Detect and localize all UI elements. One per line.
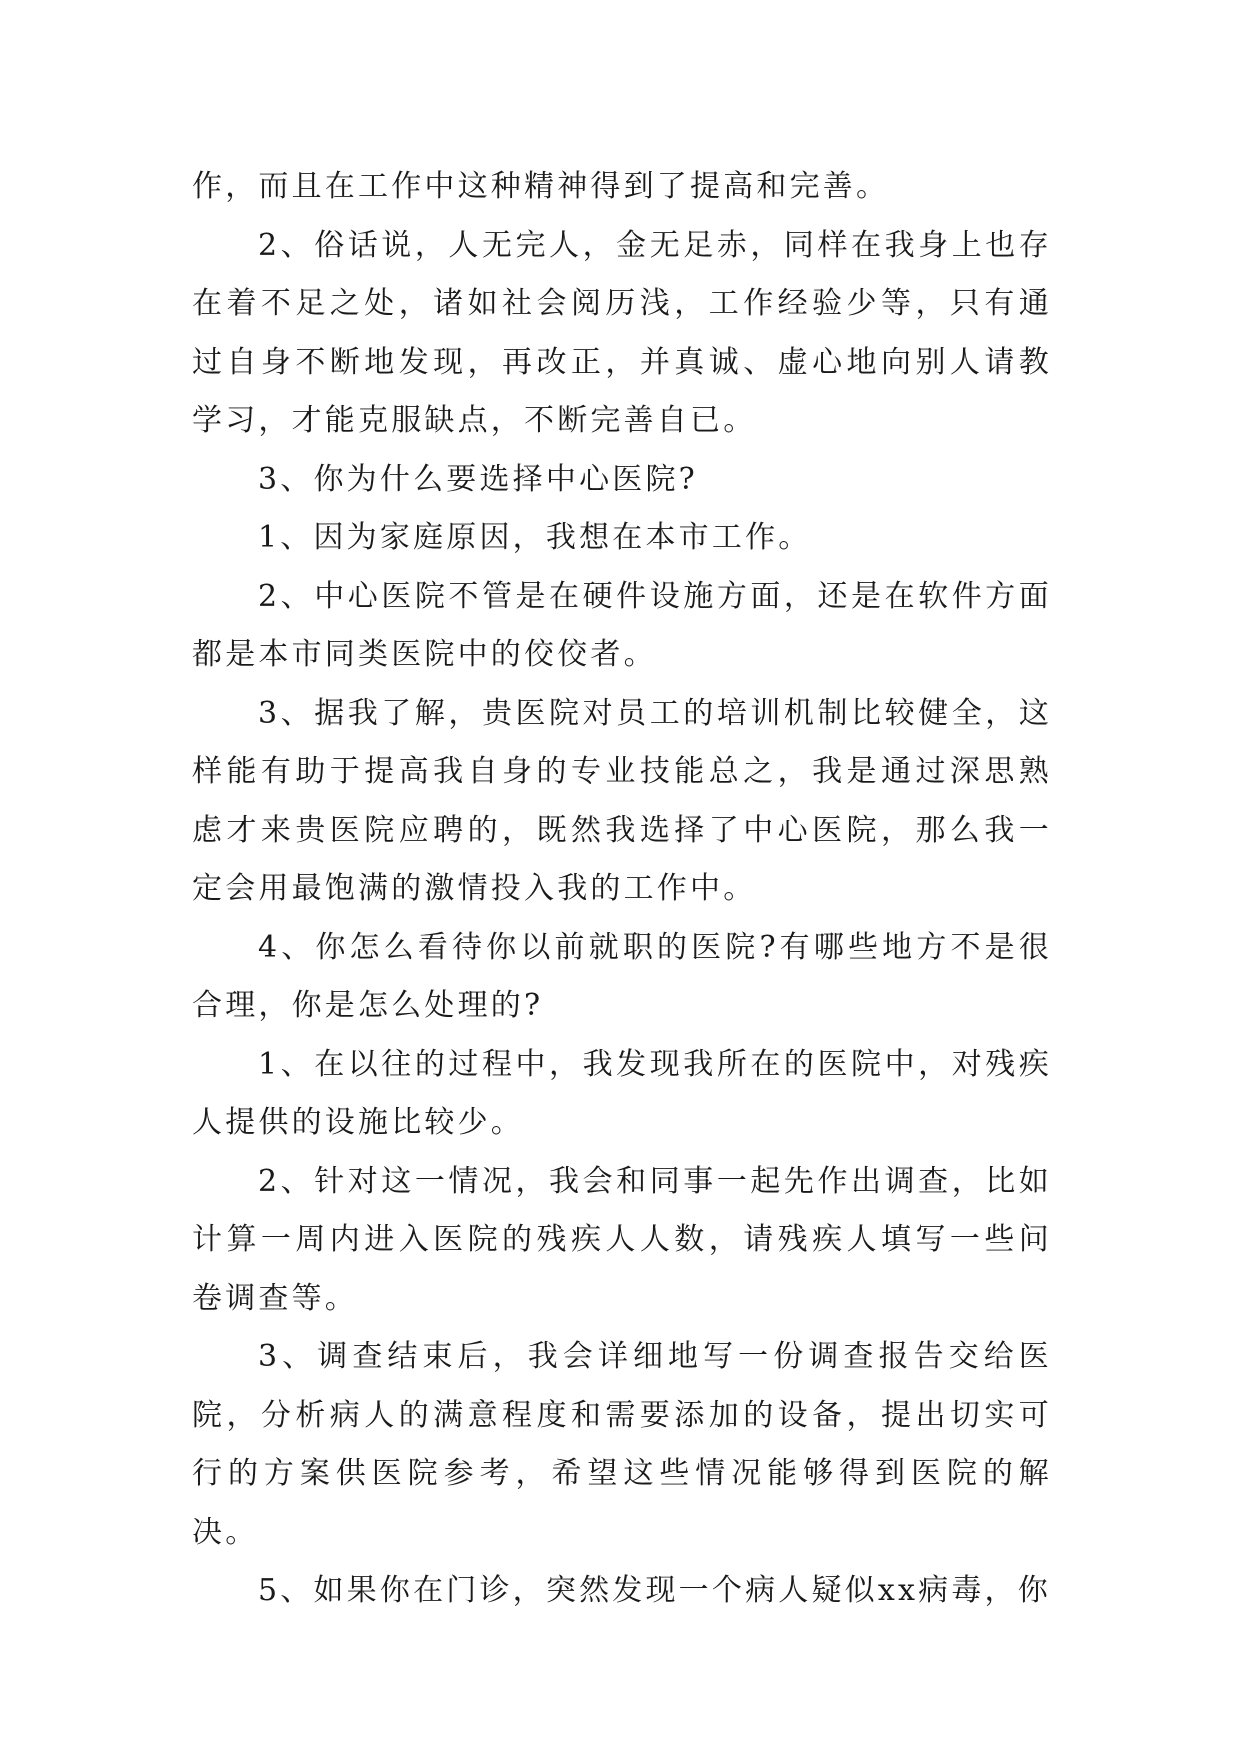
paragraph: 3、你为什么要选择中心医院?: [258, 461, 698, 497]
paragraph: 1、在以往的过程中，我发现我所在的医院中，对残疾人提供的设施比较少。: [192, 1046, 1052, 1140]
paragraph: 作，而且在工作中这种精神得到了提高和完善。: [192, 169, 890, 204]
paragraph: 2、俗话说，人无完人，金无足赤，同样在我身上也存在着不足之处，诸如社会阅历浅，工作经验少等，只有通过自身不断地发现，再改正，并真诚、虚心地向别人请教学习，才能克服缺点，不断完善自已。: [192, 227, 1052, 438]
document-body: [192, 158, 1052, 1621]
paragraph: 5、如果你在门诊，突然发现一个病人疑似xx病毒，你: [258, 1573, 1051, 1608]
paragraph: 4、你怎么看待你以前就职的医院?有哪些地方不是很合理，你是怎么处理的?: [192, 929, 1052, 1023]
paragraph: 2、中心医院不管是在硬件设施方面，还是在软件方面都是本市同类医院中的佼佼者。: [192, 578, 1052, 672]
paragraph: 3、调查结束后，我会详细地写一份调查报告交给医院，分析病人的满意程度和需要添加的设备，提出切实可行的方案供医院参考，希望这些情况能够得到医院的解决。: [192, 1339, 1052, 1550]
paragraph: 2、针对这一情况，我会和同事一起先作出调查，比如计算一周内进入医院的残疾人人数，请残疾人填写一些问卷调查等。: [192, 1163, 1052, 1316]
paragraph: 1、因为家庭原因，我想在本市工作。: [258, 520, 812, 555]
paragraph: 3、据我了解，贵医院对员工的培训机制比较健全，这样能有助于提高我自身的专业技能总之，我是通过深思熟虑才来贵医院应聘的，既然我选择了中心医院，那么我一定会用最饱满的激情投入我的工作中。: [192, 695, 1052, 906]
